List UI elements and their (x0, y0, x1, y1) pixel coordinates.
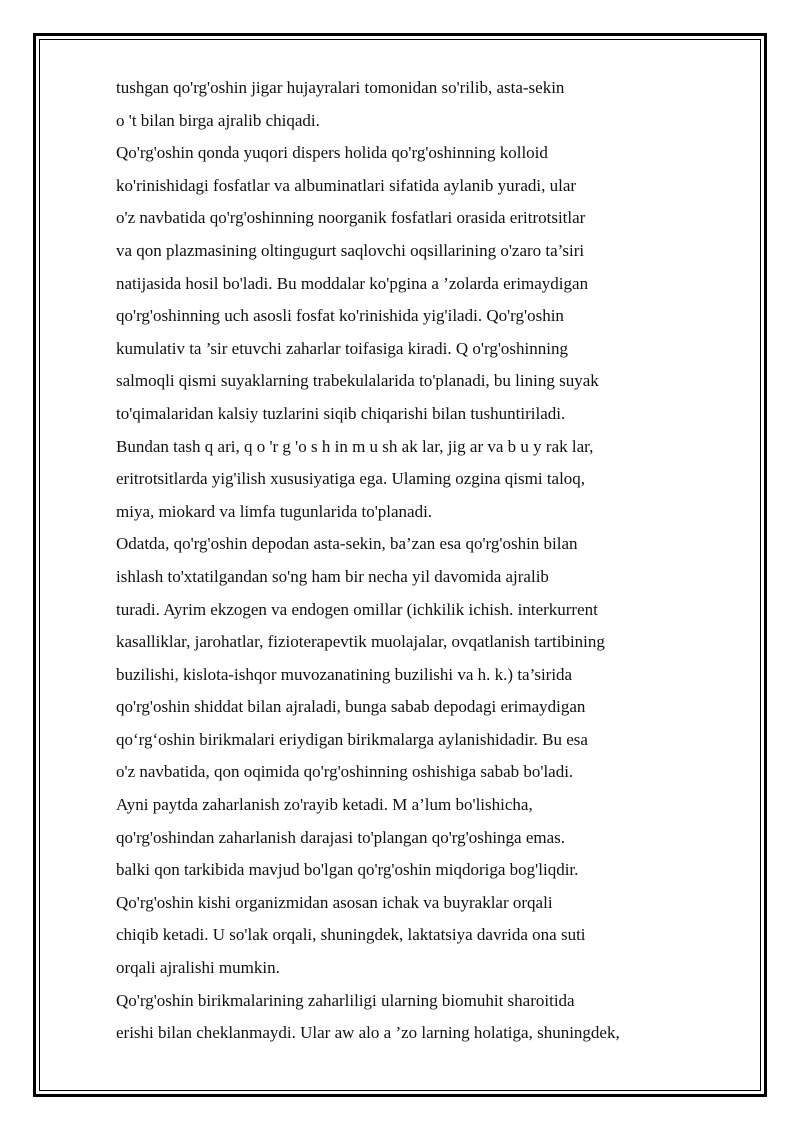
document-body (116, 74, 716, 1052)
text-line: o'z navbatida, qon oqimida qo'rg'oshinning oshishiga sabab bo'ladi. (116, 762, 574, 782)
text-line: Qo'rg'oshin kishi organizmidan asosan ichak va buyraklar orqali (116, 892, 553, 912)
text-line: to'qimalaridan kalsiy tuzlarini siqib chiqarishi bilan tushuntiriladi. (116, 403, 566, 423)
text-line: qo'rg'oshinning uch asosli fosfat ko'rinishida yig'iladi. Qo'rg'oshin (116, 306, 564, 326)
text-line: eritrotsitlarda yig'ilish xususiyatiga ega. Ulaming ozgina qismi taloq, (116, 469, 586, 489)
text-line: qo‘rg‘oshin birikmalari eriydigan birikmalarga aylanishidadir. Bu esa (116, 729, 588, 749)
text-line: salmoqli qismi suyaklarning trabekulalarida to'planadi, bu lining suyak (116, 371, 599, 391)
text-line: balki qon tarkibida mavjud bo'lgan qo'rg'oshin miqdoriga bog'liqdir. (116, 860, 579, 880)
text-line: qo'rg'oshindan zaharlanish darajasi to'plangan qo'rg'oshinga emas. (116, 827, 566, 847)
text-line: o 't bilan birga ajralib chiqadi. (116, 110, 320, 130)
text-line: qo'rg'oshin shiddat bilan ajraladi, bunga sabab depodagi erimaydigan (116, 697, 586, 717)
text-line: kumulativ ta ’sir etuvchi zaharlar toifasiga kiradi. Q o'rg'oshinning (116, 338, 568, 358)
text-line: Qo'rg'oshin birikmalarining zaharliligi ularning biomuhit sharoitida (116, 990, 575, 1010)
text-line: ishlash to'xtatilgandan so'ng ham bir necha yil davomida ajralib (116, 566, 549, 586)
text-line: natijasida hosil bo'ladi. Bu moddalar ko'pgina a ’zolarda erimaydigan (116, 273, 589, 293)
text-line: Qo'rg'oshin qonda yuqori dispers holida qo'rg'oshinning kolloid (116, 143, 548, 163)
text-line: erishi bilan cheklanmaydi. Ular aw alo a ’zo larning holatiga, shuningdek, (116, 1023, 620, 1043)
text-line: tushgan qo'rg'oshin jigar hujayralari tomonidan so'rilib, asta-sekin (116, 78, 565, 97)
text-line: Odatda, qo'rg'oshin depodan asta-sekin, ba’zan esa qo'rg'oshin bilan (116, 534, 578, 554)
text-line: va qon plazmasining oltingugurt saqlovchi oqsillarining o'zaro ta’siri (116, 240, 585, 260)
text-line: Bundan tash q ari, q o 'r g 'o s h in m u sh ak lar, jig ar va b u y rak lar, (116, 436, 594, 456)
text-line: o'z navbatida qo'rg'oshinning noorganik fosfatlari orasida eritrotsitlar (116, 208, 586, 228)
text-line: Ayni paytda zaharlanish zo'rayib ketadi. M a’lum bo'lishicha, (116, 795, 533, 815)
text-line: chiqib ketadi. U so'lak orqali, shuningdek, laktatsiya davrida ona suti (116, 925, 586, 945)
text-line: buzilishi, kislota-ishqor muvozanatining buzilishi va h. k.) ta’sirida (116, 664, 573, 684)
text-line: ko'rinishidagi fosfatlar va albuminatlari sifatida aylanib yuradi, ular (116, 175, 577, 195)
text-line: orqali ajralishi mumkin. (116, 958, 280, 978)
text-line: kasalliklar, jarohatlar, fizioterapevtik muolajalar, ovqatlanish tartibining (116, 632, 605, 652)
text-line: turadi. Ayrim ekzogen va endogen omillar (ichkilik ichish. interkurrent (116, 599, 598, 619)
text-line: miya, miokard va limfa tugunlarida to'planadi. (116, 501, 433, 521)
